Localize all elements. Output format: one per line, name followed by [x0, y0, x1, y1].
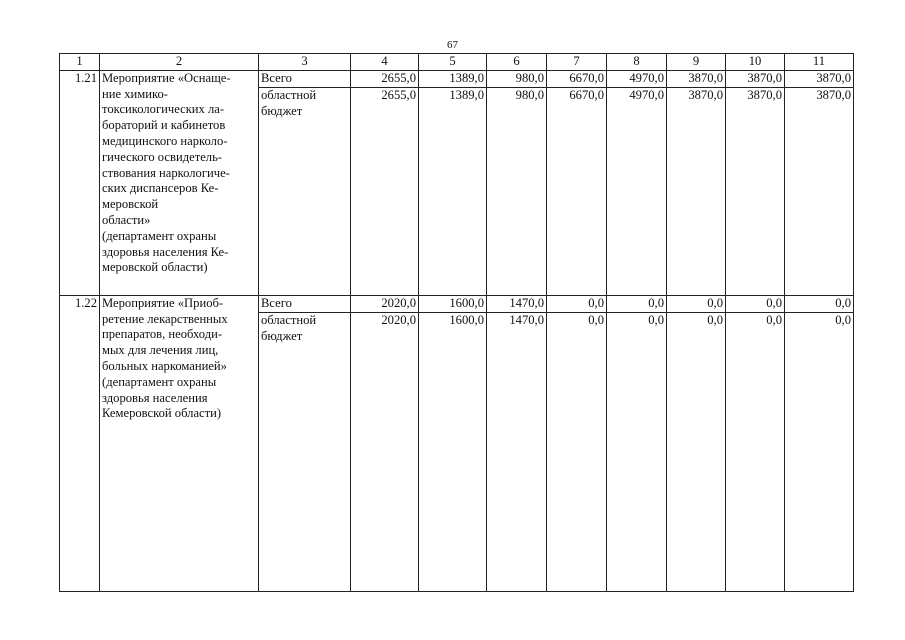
description-line: бораторий и кабинетов [102, 118, 226, 133]
funding-source-line: областной [261, 87, 317, 102]
column-header: 5 [419, 54, 487, 71]
description-line: здоровья населения Ке- [102, 244, 229, 259]
column-header: 7 [547, 54, 607, 71]
value-cell: 1470,0 [487, 312, 547, 591]
funding-source-line: бюджет [261, 103, 303, 118]
value-cell: 3870,0 [667, 87, 726, 295]
value-cell: 2020,0 [351, 295, 419, 312]
column-header: 1 [60, 54, 100, 71]
value-cell: 2020,0 [351, 312, 419, 591]
value-cell: 1600,0 [419, 312, 487, 591]
row-id: 1.22 [60, 295, 100, 591]
description-line: мых для лечения лиц, [102, 343, 219, 358]
budget-table [59, 53, 854, 592]
value-cell: 1389,0 [419, 70, 487, 87]
value-cell: 0,0 [607, 295, 667, 312]
value-cell: 0,0 [785, 312, 854, 591]
value-cell: 980,0 [487, 70, 547, 87]
value-cell: 4970,0 [607, 87, 667, 295]
value-cell: 0,0 [607, 312, 667, 591]
value-cell: 6670,0 [547, 87, 607, 295]
value-cell: 0,0 [726, 295, 785, 312]
description-line: ских диспансеров Ке- [102, 181, 219, 196]
column-header: 4 [351, 54, 419, 71]
value-cell: 4970,0 [607, 70, 667, 87]
description-line: токсикологических ла- [102, 102, 225, 117]
description-line: Мероприятие «Приоб- [102, 295, 224, 310]
funding-source: Всего [259, 70, 351, 87]
description-line: гического освидетель- [102, 149, 223, 164]
description-line: медицинского нарколо- [102, 133, 228, 148]
description-line: ние химико- [102, 86, 168, 101]
funding-source [259, 312, 351, 591]
value-cell: 2655,0 [351, 70, 419, 87]
description-line: Мероприятие «Оснаще- [102, 70, 231, 85]
value-cell: 0,0 [547, 312, 607, 591]
value-cell: 3870,0 [667, 70, 726, 87]
value-cell: 980,0 [487, 87, 547, 295]
budget-table-container [59, 53, 853, 592]
value-cell: 3870,0 [785, 70, 854, 87]
value-cell: 0,0 [785, 295, 854, 312]
value-cell: 6670,0 [547, 70, 607, 87]
description-line: здоровья населения [102, 390, 208, 405]
column-header: 10 [726, 54, 785, 71]
value-cell: 0,0 [726, 312, 785, 591]
description-line: меровской области) [102, 260, 208, 275]
column-header: 2 [100, 54, 259, 71]
column-header: 6 [487, 54, 547, 71]
value-cell: 1470,0 [487, 295, 547, 312]
measure-description [100, 70, 259, 295]
measure-description [100, 295, 259, 591]
funding-source: Всего [259, 295, 351, 312]
description-line: Кемеровской области) [102, 406, 222, 421]
description-line: больных наркоманией» [102, 358, 227, 373]
description-line: (департамент охраны [102, 228, 217, 243]
column-header: 9 [667, 54, 726, 71]
description-line: меровской [102, 197, 159, 212]
column-number-row [60, 54, 854, 71]
funding-source-line: бюджет [261, 328, 303, 343]
description-line: (департамент охраны [102, 374, 217, 389]
row-id: 1.21 [60, 70, 100, 295]
table-row-total [60, 295, 854, 312]
description-line: области» [102, 212, 151, 227]
value-cell: 2655,0 [351, 87, 419, 295]
value-cell: 3870,0 [726, 87, 785, 295]
page-number: 67 [447, 39, 458, 51]
funding-source [259, 87, 351, 295]
description-line: препаратов, необходи- [102, 327, 223, 342]
column-header: 11 [785, 54, 854, 71]
value-cell: 1389,0 [419, 87, 487, 295]
description-line: ретение лекарственных [102, 311, 228, 326]
value-cell: 3870,0 [785, 87, 854, 295]
table-row-total [60, 70, 854, 87]
value-cell: 0,0 [547, 295, 607, 312]
description-line: ствования наркологиче- [102, 165, 230, 180]
funding-source-line: областной [261, 312, 317, 327]
value-cell: 0,0 [667, 312, 726, 591]
value-cell: 3870,0 [726, 70, 785, 87]
column-header: 8 [607, 54, 667, 71]
value-cell: 0,0 [667, 295, 726, 312]
value-cell: 1600,0 [419, 295, 487, 312]
column-header: 3 [259, 54, 351, 71]
